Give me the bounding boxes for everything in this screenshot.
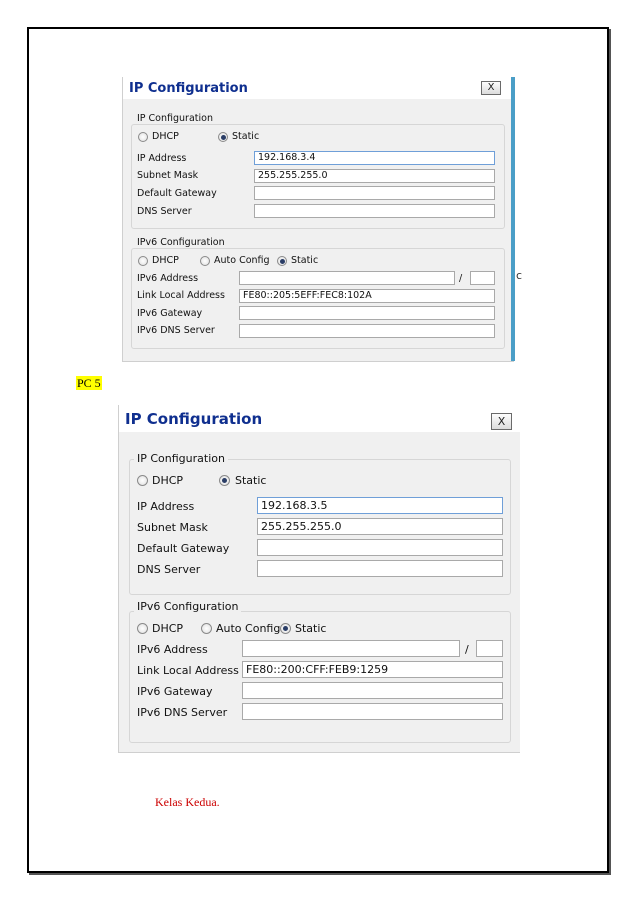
ipv6-group-title: IPv6 Configuration — [134, 237, 228, 248]
ipv4-static-label: Static — [235, 474, 267, 487]
ipv4-static-radio[interactable] — [219, 475, 230, 486]
ipv6-auto-config-label: Auto Config — [216, 622, 281, 635]
ipv4-dhcp-radio[interactable] — [138, 132, 148, 142]
close-button[interactable]: X — [491, 413, 512, 430]
dns-server-label: DNS Server — [137, 206, 192, 217]
link-local-label: Link Local Address — [137, 664, 239, 677]
default-gateway-field[interactable] — [254, 186, 495, 200]
ip-config-dialog-2 — [118, 405, 520, 753]
prefix-separator: / — [465, 643, 469, 656]
subnet-mask-label: Subnet Mask — [137, 521, 208, 534]
ipv6-gateway-label: IPv6 Gateway — [137, 685, 213, 698]
ip-config-dialog-1 — [122, 77, 523, 362]
ipv6-group-title: IPv6 Configuration — [134, 600, 241, 613]
default-gateway-label: Default Gateway — [137, 188, 217, 199]
window-edge-bar — [511, 77, 515, 361]
subnet-mask-field[interactable]: 255.255.255.0 — [257, 518, 503, 535]
ipv6-dhcp-radio[interactable] — [137, 623, 148, 634]
ipv6-static-radio[interactable] — [280, 623, 291, 634]
dialog-titlebar — [119, 405, 520, 432]
caption-text: Kelas Kedua. — [155, 795, 220, 809]
ip-address-field[interactable]: 192.168.3.5 — [257, 497, 503, 514]
ipv4-dhcp-radio[interactable] — [137, 475, 148, 486]
ipv6-dhcp-radio[interactable] — [138, 256, 148, 266]
pc-label: PC 5 — [77, 376, 101, 390]
subnet-mask-field[interactable]: 255.255.255.0 — [254, 169, 495, 183]
ipv6-auto-config-radio[interactable] — [200, 256, 210, 266]
link-local-field[interactable]: FE80::200:CFF:FEB9:1259 — [242, 661, 503, 678]
ipv6-dhcp-label: DHCP — [152, 622, 184, 635]
ipv4-dhcp-label: DHCP — [152, 131, 179, 142]
ipv6-address-label: IPv6 Address — [137, 643, 208, 656]
ipv6-gateway-field[interactable] — [239, 306, 495, 320]
ip-address-label: IP Address — [137, 153, 187, 164]
dns-server-field[interactable] — [257, 560, 503, 577]
ip-address-label: IP Address — [137, 500, 195, 513]
subnet-mask-label: Subnet Mask — [137, 170, 199, 181]
ipv6-static-radio[interactable] — [277, 256, 287, 266]
ipv4-group-title: IP Configuration — [134, 113, 216, 124]
ipv6-dns-label: IPv6 DNS Server — [137, 325, 215, 336]
close-button[interactable]: X — [481, 81, 501, 95]
dns-server-label: DNS Server — [137, 563, 201, 576]
dns-server-field[interactable] — [254, 204, 495, 218]
ipv4-dhcp-label: DHCP — [152, 474, 184, 487]
ipv6-auto-config-radio[interactable] — [201, 623, 212, 634]
ipv6-gateway-field[interactable] — [242, 682, 503, 699]
default-gateway-field[interactable] — [257, 539, 503, 556]
ipv6-gateway-label: IPv6 Gateway — [137, 308, 203, 319]
prefix-separator: / — [459, 273, 463, 284]
ipv6-prefix-field[interactable] — [476, 640, 503, 657]
edge-text: c — [516, 269, 523, 282]
ipv4-group-title: IP Configuration — [134, 452, 228, 465]
ipv6-prefix-field[interactable] — [470, 271, 495, 285]
ipv4-static-radio[interactable] — [218, 132, 228, 142]
ipv6-static-label: Static — [295, 622, 327, 635]
default-gateway-label: Default Gateway — [137, 542, 230, 555]
ipv4-static-label: Static — [232, 131, 260, 142]
ipv6-dns-field[interactable] — [239, 324, 495, 338]
ipv6-address-field[interactable] — [239, 271, 455, 285]
link-local-label: Link Local Address — [137, 290, 225, 301]
ipv6-address-label: IPv6 Address — [137, 273, 199, 284]
ipv6-dns-label: IPv6 DNS Server — [137, 706, 228, 719]
ipv6-dns-field[interactable] — [242, 703, 503, 720]
ipv6-dhcp-label: DHCP — [152, 255, 179, 266]
dialog-title: IP Configuration — [125, 410, 263, 428]
ipv6-static-label: Static — [291, 255, 319, 266]
ipv6-address-field[interactable] — [242, 640, 460, 657]
ip-address-field[interactable]: 192.168.3.4 — [254, 151, 495, 165]
link-local-field[interactable]: FE80::205:5EFF:FEC8:102A — [239, 289, 495, 303]
dialog-title: IP Configuration — [129, 81, 248, 96]
dialog-titlebar — [123, 77, 514, 99]
ipv6-auto-config-label: Auto Config — [214, 255, 270, 266]
